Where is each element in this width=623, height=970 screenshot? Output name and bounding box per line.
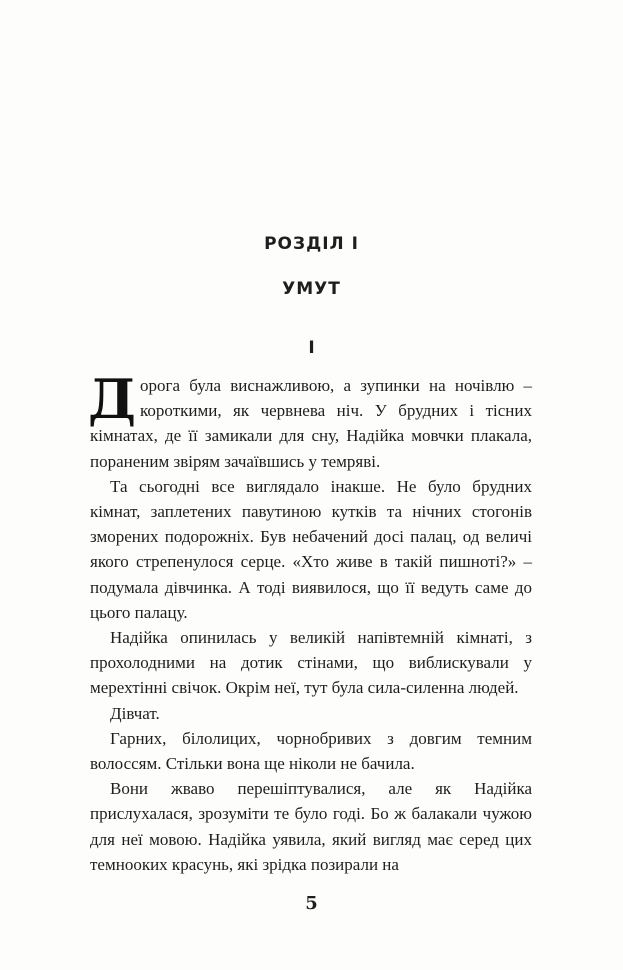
chapter-label: РОЗДІЛ І [264,234,359,254]
paragraph-text: орога була виснажливою, а зупинки на ночівлю – короткими, як червнева ніч. У брудних і тісних кімнатах, де її замикали для сну, Надійка мовчки плакала, пораненим звірям зачаївшись у темряві. [90,376,532,471]
paragraph: Гарних, білолицих, чорнобривих з довгим темним волоссям. Стільки вона ще ніколи не бачила. [90,728,532,774]
chapter-title: УМУТ [282,279,341,299]
page-number: 5 [305,893,318,914]
body-text [88,367,532,877]
paragraph: Вони жваво перешіптувалися, але як Надійка прислухалася, зрозуміти те було годі. Бо ж балакали чужою для неї мовою. Надійка уявила, який вигляд має серед цих темнооких красунь, які зрідка позирали на [90,779,532,874]
paragraph: Надійка опинилась у великій напівтемній кімнаті, з прохолодними на дотик стінами, що виблискували у мерехтінні свічок. Окрім неї, тут була сила-силенна людей. [90,628,532,698]
section-number: І [308,338,315,358]
drop-cap: Д [88,367,137,431]
paragraph: Та сьогодні все виглядало інакше. Не було брудних кімнат, заплетених павутиною кутків та нічних стогонів зморених подорожніх. Був небачений досі палац, од величі якого стрепенулося серце. «Хто живе в такій пишноті?» – подумала дівчинка. А тоді виявилося, що її ведуть саме до цього палацу. [90,476,532,622]
paragraph [88,367,532,474]
paragraph: Дівчат. [110,703,160,723]
